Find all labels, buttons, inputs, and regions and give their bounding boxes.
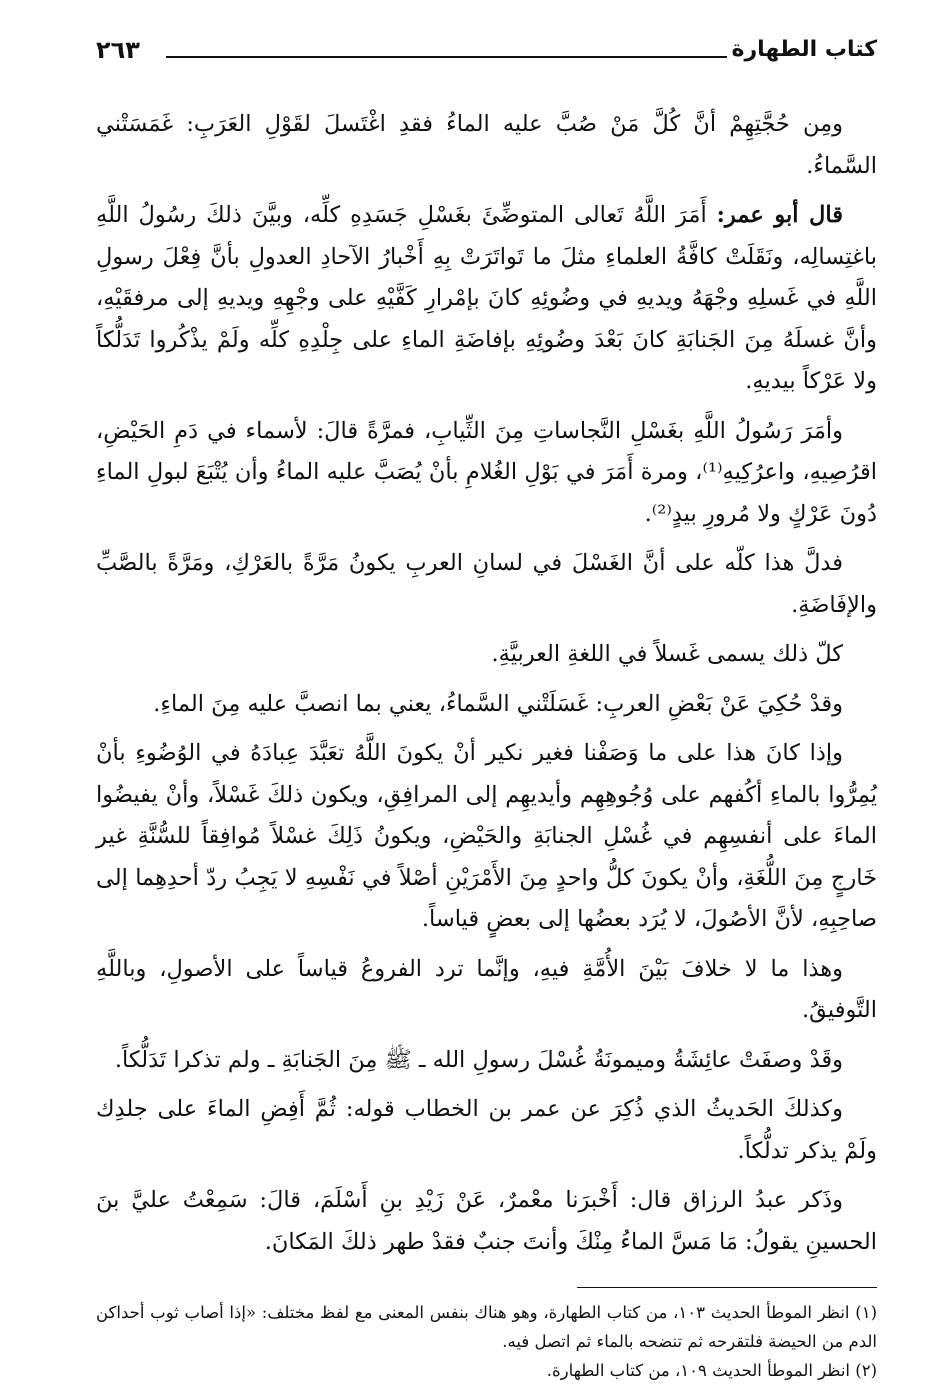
paragraph-text: وإذا كانَ هذا على ما وَصَفْنا فغير نكير أنْ يكونَ اللَّهُ تعَبَّدَ عِبادَهُ في الوُضُوءِ بأنْ يُمِرُّوا بالماءِ أكُفهم على وُجُوهِهِم وأيديهِم إلى المرافِقِ، ويكون ذلكَ غَسْلاً، وأنْ يفيضُوا الماءَ على أنفسِهِم في غُسْلِ الجنابَةِ والحَيْضِ، ويكونُ ذَلِكَ غسْلاً مُوافِقاً للسُّنَّةِ غير خَارجٍ مِنَ اللُّغَةِ، وأنْ يكونَ كلُّ واحدٍ مِنَ الأَمْرَيْنِ أصْلاً في نَفْسِهِ لا يَجِبُ ردّ أحدِهِما إلى صاحِبِهِ، لأنَّ الأصُولَ، لا يُرَد بعضُها إلى بعضٍ قياساً. — [96, 740, 877, 932]
page-header — [96, 28, 877, 64]
paragraph — [96, 1180, 877, 1263]
book-title: كتاب الطهارة — [731, 37, 877, 62]
footnote-divider — [577, 1287, 877, 1288]
paragraph-text: وكذلكَ الحَديثُ الذي ذُكِرَ عن عمر بن الخطاب قوله: ثُمَّ أَفِضِ الماءَ على جلدِك ولَمْ يذكر تدلُّكاً. — [96, 1096, 877, 1164]
paragraph — [96, 1040, 877, 1082]
page-number: ٢٦٣ — [96, 36, 140, 64]
paragraph — [96, 195, 877, 403]
paragraph — [96, 684, 877, 726]
paragraph-text: كلّ ذلك يسمى غَسلاً في اللغةِ العربيَّةِ. — [491, 641, 843, 667]
paragraph — [96, 634, 877, 676]
footnotes — [96, 1298, 877, 1385]
footnote: (٢) انظر الموطأ الحديث ١٠٩، من كتاب الطهارة. — [546, 1361, 877, 1380]
paragraph-text: أَمَرَ اللَّهُ تَعالى المتوضِّئَ بغَسْلِ جَسَدِهِ كلِّه، وبيَّنَ ذلكَ رسُولُ اللَّهِ باغتِسالِه، ونَقَلَتْ كافَّةُ العلماءِ مثلَ ما تَواتَرَتْ بِهِ أَخْبارُ الآحادِ العدولِ بأنَّ فِعْلَ رسولِ اللَّهِ في غَسلِهِ وجْهَهُ ويديهِ في وضُوئِهِ كانَ بإمْرارِ كَفَّيْهِ على وجْهِهِ ويديهِ إلى مرفقَيْهِ، وأنَّ غسلَهُ مِنَ الجَنابَةِ كانَ بَعْدَ وضُوئِهِ بإفاضَةِ الماءِ على جِلْدِهِ كلِّه ولَمْ يذْكُروا تَدَلُّكاً ولا عَرْكاً بيديهِ. — [96, 202, 877, 394]
paragraph — [96, 411, 877, 536]
paragraph — [96, 733, 877, 941]
paragraph-text: وأمَرَ رَسُولُ اللَّهِ بغَسْلِ النَّجاساتِ مِنَ الثِّيابِ، فمرَّةً قالَ: لأسماء في دَمِ الحَيْضِ، اقرُصِيهِ، واعرُكِيهِ⁽¹⁾، ومرة أَمَرَ في بَوْلِ الغُلامِ بأنْ يُصَبَّ عليه الماءُ وأن يُتْبَعَ لبولِ الماءِ دُونَ عَرْكٍ ولا مُرورِ بيدٍ⁽²⁾. — [96, 417, 878, 527]
paragraph-text: فدلَّ هذا كلّه على أنَّ الغَسْلَ في لسانِ العربِ يكونُ مَرَّةً بالعَرْكِ، ومَرَّةً بالصَّبِّ والإفَاضَةِ. — [96, 550, 877, 618]
header-rule — [166, 56, 727, 58]
paragraph — [96, 1089, 877, 1172]
paragraph-text: وقدْ حُكِيَ عَنْ بَعْضِ العربِ: غَسَلَتْني السَّماءُ، يعني بما انصبَّ عليه مِنَ الماءِ. — [153, 690, 843, 717]
paragraph-text: ومِن حُجَّتِهِمْ أنَّ كُلَّ مَنْ صُبَّ عليه الماءُ فقدِ اغْتَسلَ لقَوْلِ العَرَبِ: غَمَسَتْني السَّماءُ. — [96, 111, 877, 179]
paragraph — [96, 543, 877, 626]
footnote: (١) انظر الموطأ الحديث ١٠٣، من كتاب الطهارة، وهو هناك بنفس المعنى مع لفظ مختلف: «إذا أصاب ثوب أحداكن الدم من الحيضة فلتقرحه ثم تنضحه بالماء ثم اتصل فيه. — [96, 1303, 877, 1351]
paragraph-text: وقَدْ وصفَتْ عائِشَةُ وميمونَةُ غُسْلَ رسولِ الله ـ ﷺ مِنَ الجَنابَةِ ـ ولم تذكرا تَدَلُّكاً. — [114, 1046, 843, 1073]
speaker-label: قال أبو عمر: — [716, 202, 844, 228]
paragraph-text: وذَكر عبدُ الرزاق قال: أَخْبرَنا معْمرٌ، عَنْ زَيْدِ بنِ أَسْلَمَ، قالَ: سَمِعْتُ عليَّ بنَ الحسينِ يقولُ: مَا مَسَّ الماءُ مِنْكَ وأنتَ جنبٌ فقدْ طهر ذلكَ المَكانَ. — [96, 1187, 877, 1255]
paragraph-text: وهذا ما لا خلافَ بَيْنَ الأُمَّةِ فيهِ، وإنَّما ترد الفروعُ قياساً على الأصولِ، وباللَّهِ التَّوفيقُ. — [96, 955, 877, 1023]
paragraph — [96, 949, 877, 1032]
paragraph — [96, 104, 877, 187]
main-text — [96, 104, 877, 1263]
